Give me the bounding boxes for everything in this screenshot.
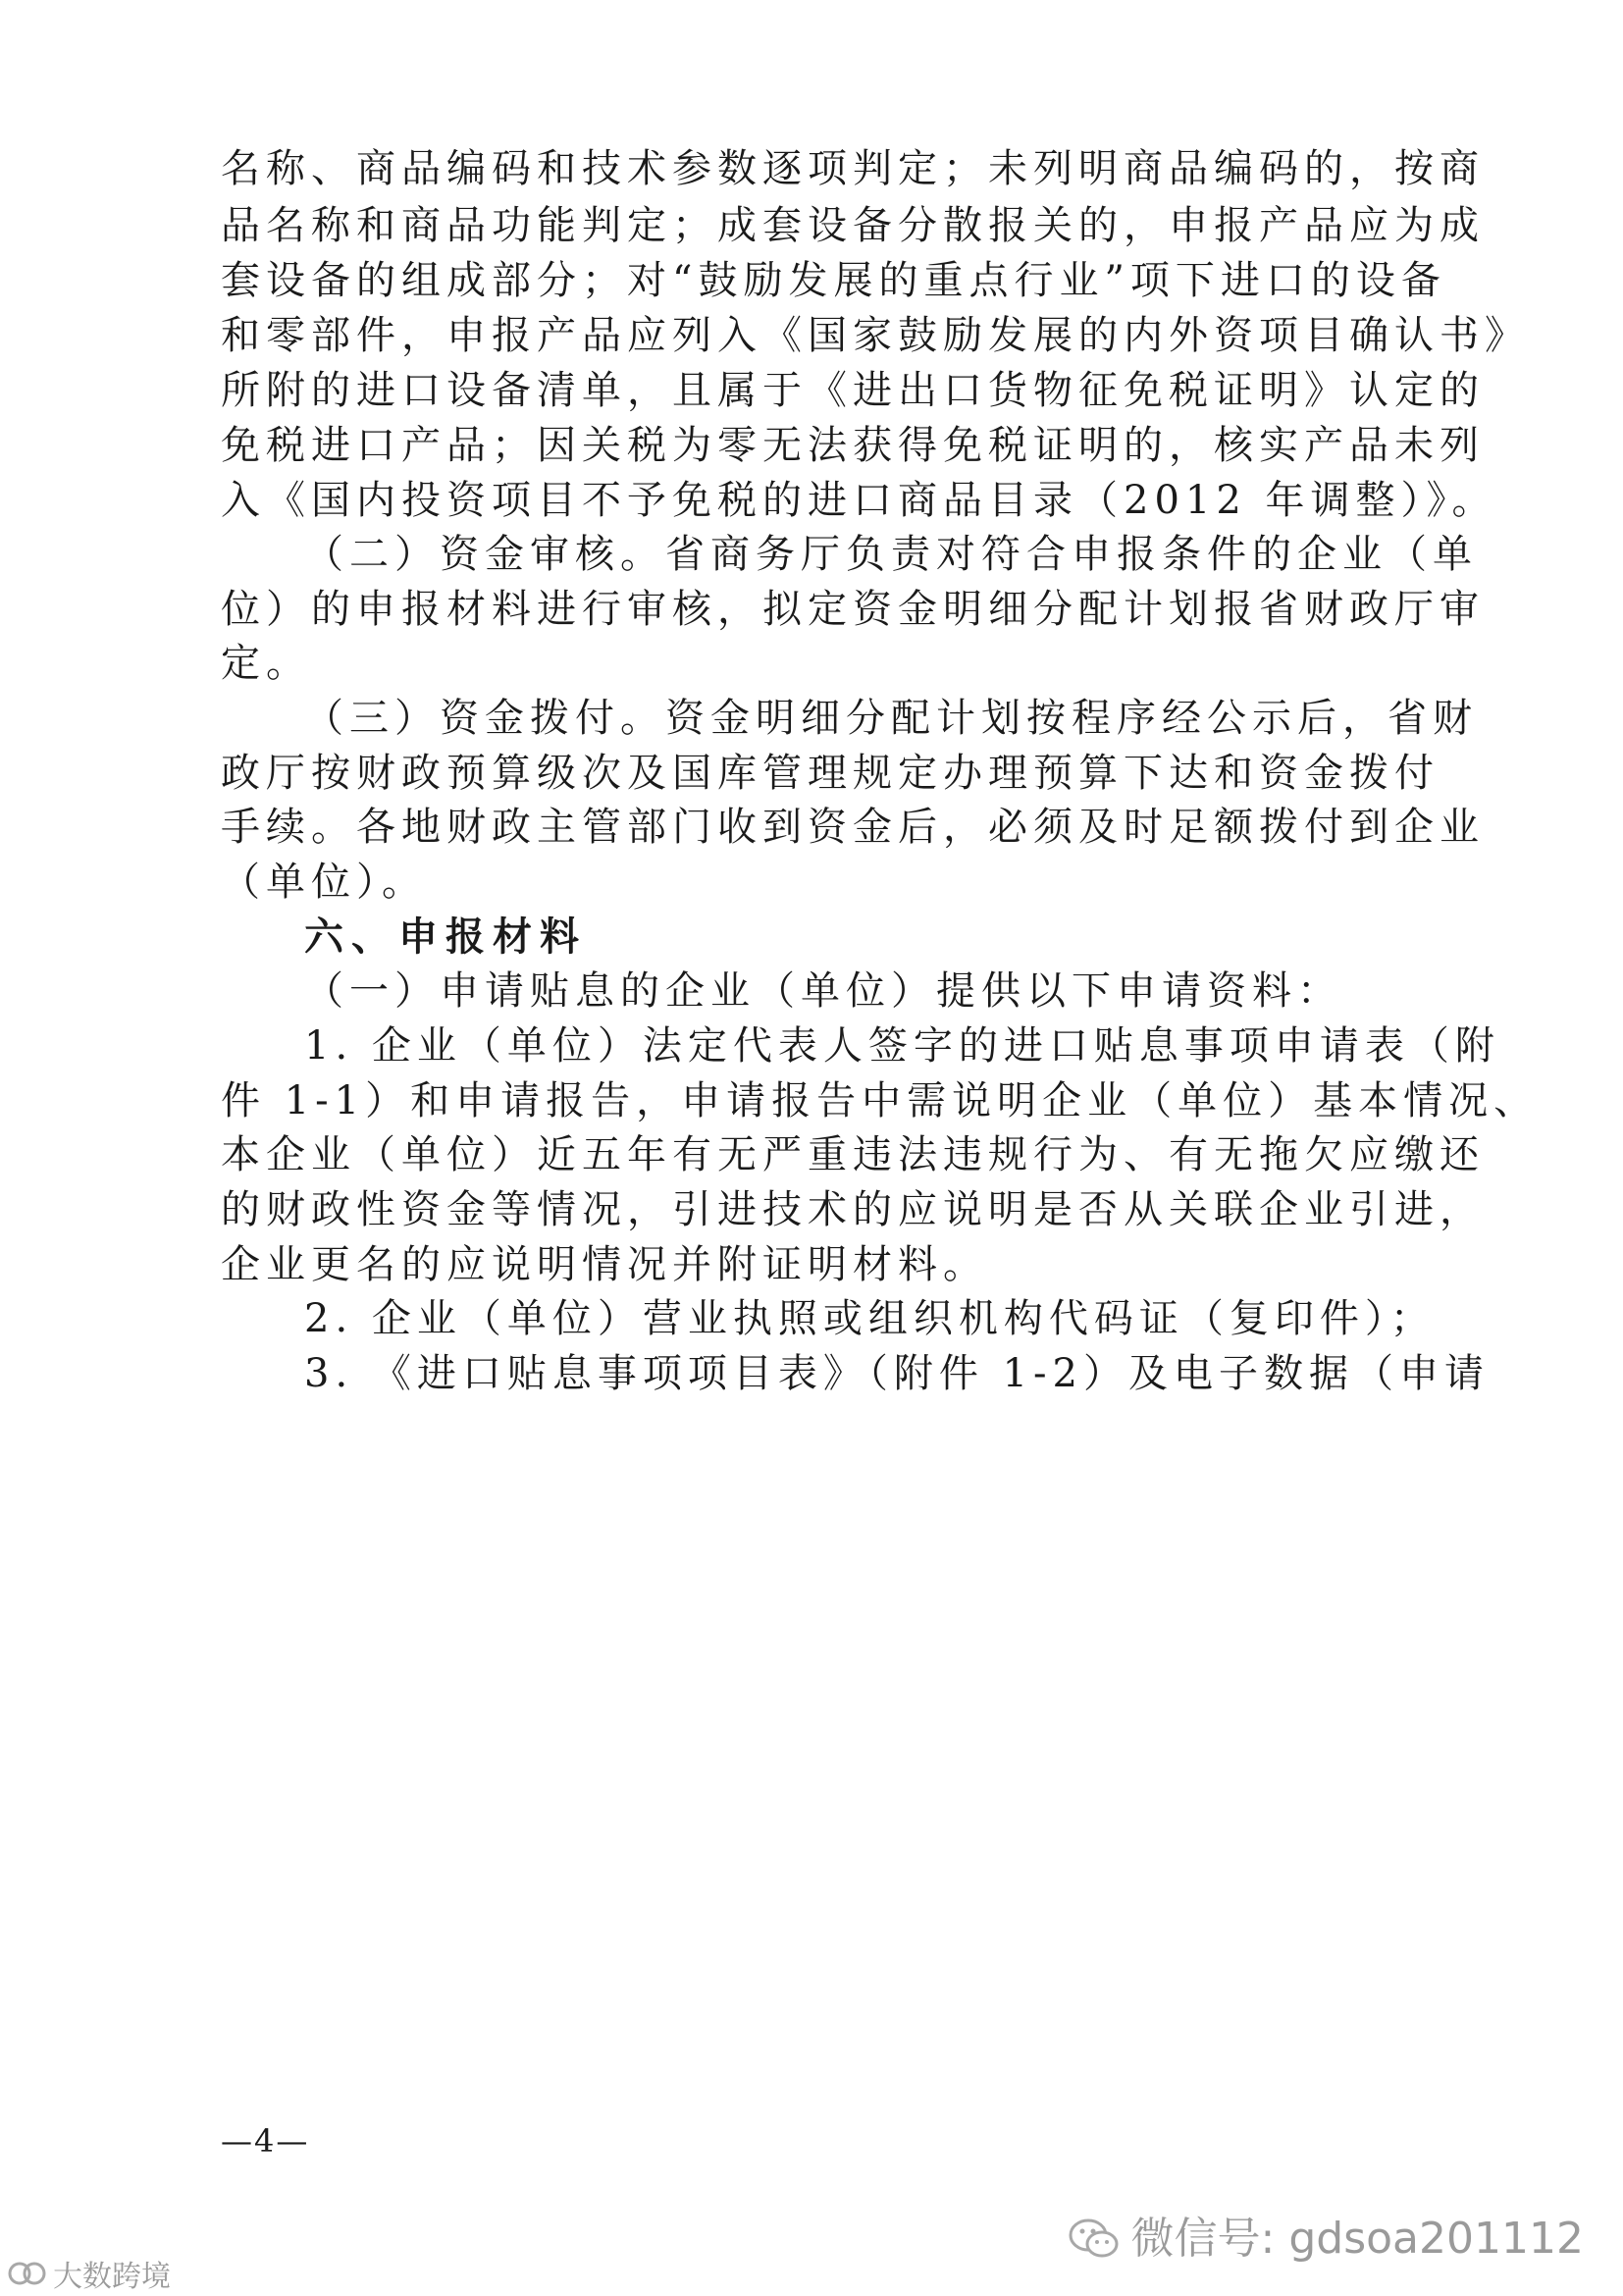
body-line: 的财政性资金等情况，引进技术的应说明是否从关联企业引进， <box>221 1187 1485 1232</box>
body-line: 本企业（单位）近五年有无严重违法违规行为、有无拖欠应缴还 <box>221 1132 1485 1177</box>
body-line: 品名称和商品功能判定；成套设备分散报关的，申报产品应为成 <box>221 203 1485 248</box>
list-item-2: 2. 企业（单位）营业执照或组织机构代码证（复印件）； <box>304 1296 1436 1341</box>
wechat-watermark <box>1069 2213 1584 2266</box>
body-line: 手续。各地财政主管部门收到资金后，必须及时足额拨付到企业 <box>221 805 1485 850</box>
page-number: —4— <box>221 2122 310 2160</box>
list-item-1: 1. 企业（单位）法定代表人签字的进口贴息事项申请表（附 <box>304 1023 1500 1069</box>
body-line: 企业更名的应说明情况并附证明材料。 <box>221 1242 988 1287</box>
body-line: 和零部件，申报产品应列入《国家鼓励发展的内外资项目确认书》 <box>221 313 1530 358</box>
body-line: 所附的进口设备清单，且属于《进出口货物征免税证明》认定的 <box>221 368 1485 413</box>
body-line: 定。 <box>221 641 311 686</box>
section-paragraph-2: （二）资金审核。省商务厅负责对符合申报条件的企业（单 <box>304 532 1478 577</box>
wechat-icon <box>1069 2218 1120 2261</box>
body-line: （单位）。 <box>221 860 427 905</box>
section-paragraph-3: （三）资金拨付。资金明细分配计划按程序经公示后，省财 <box>304 696 1478 741</box>
brand-name-text: 大数跨境 <box>53 2260 171 2294</box>
subsection-paragraph: （一）申请贴息的企业（单位）提供以下申请资料： <box>304 968 1342 1014</box>
body-line: 套设备的组成部分；对“鼓励发展的重点行业”项下进口的设备 <box>221 258 1446 303</box>
body-line: 入《国内投资项目不予免税的进口商品目录（2012 年调整）》。 <box>221 478 1497 523</box>
body-line: 位）的申报材料进行审核，拟定资金明细分配计划报省财政厅审 <box>221 587 1485 632</box>
section-heading: 六、申报材料 <box>304 914 587 960</box>
list-item-3: 3. 《进口贴息事项项目表》（附件 1-2）及电子数据（申请 <box>304 1351 1491 1396</box>
brand-logo-icon <box>8 2259 47 2296</box>
body-line: 免税进口产品；因关税为零无法获得免税证明的，核实产品未列 <box>221 423 1485 468</box>
brand-watermark <box>8 2259 171 2296</box>
body-line: 名称、商品编码和技术参数逐项判定；未列明商品编码的，按商 <box>221 146 1485 191</box>
body-line: 件 1-1）和申请报告，申请报告中需说明企业（单位）基本情况、 <box>221 1078 1540 1123</box>
body-line: 政厅按财政预算级次及国库管理规定办理预算下达和资金拨付 <box>221 751 1440 796</box>
wechat-id-text: 微信号: gdsoa201112 <box>1130 2214 1584 2264</box>
